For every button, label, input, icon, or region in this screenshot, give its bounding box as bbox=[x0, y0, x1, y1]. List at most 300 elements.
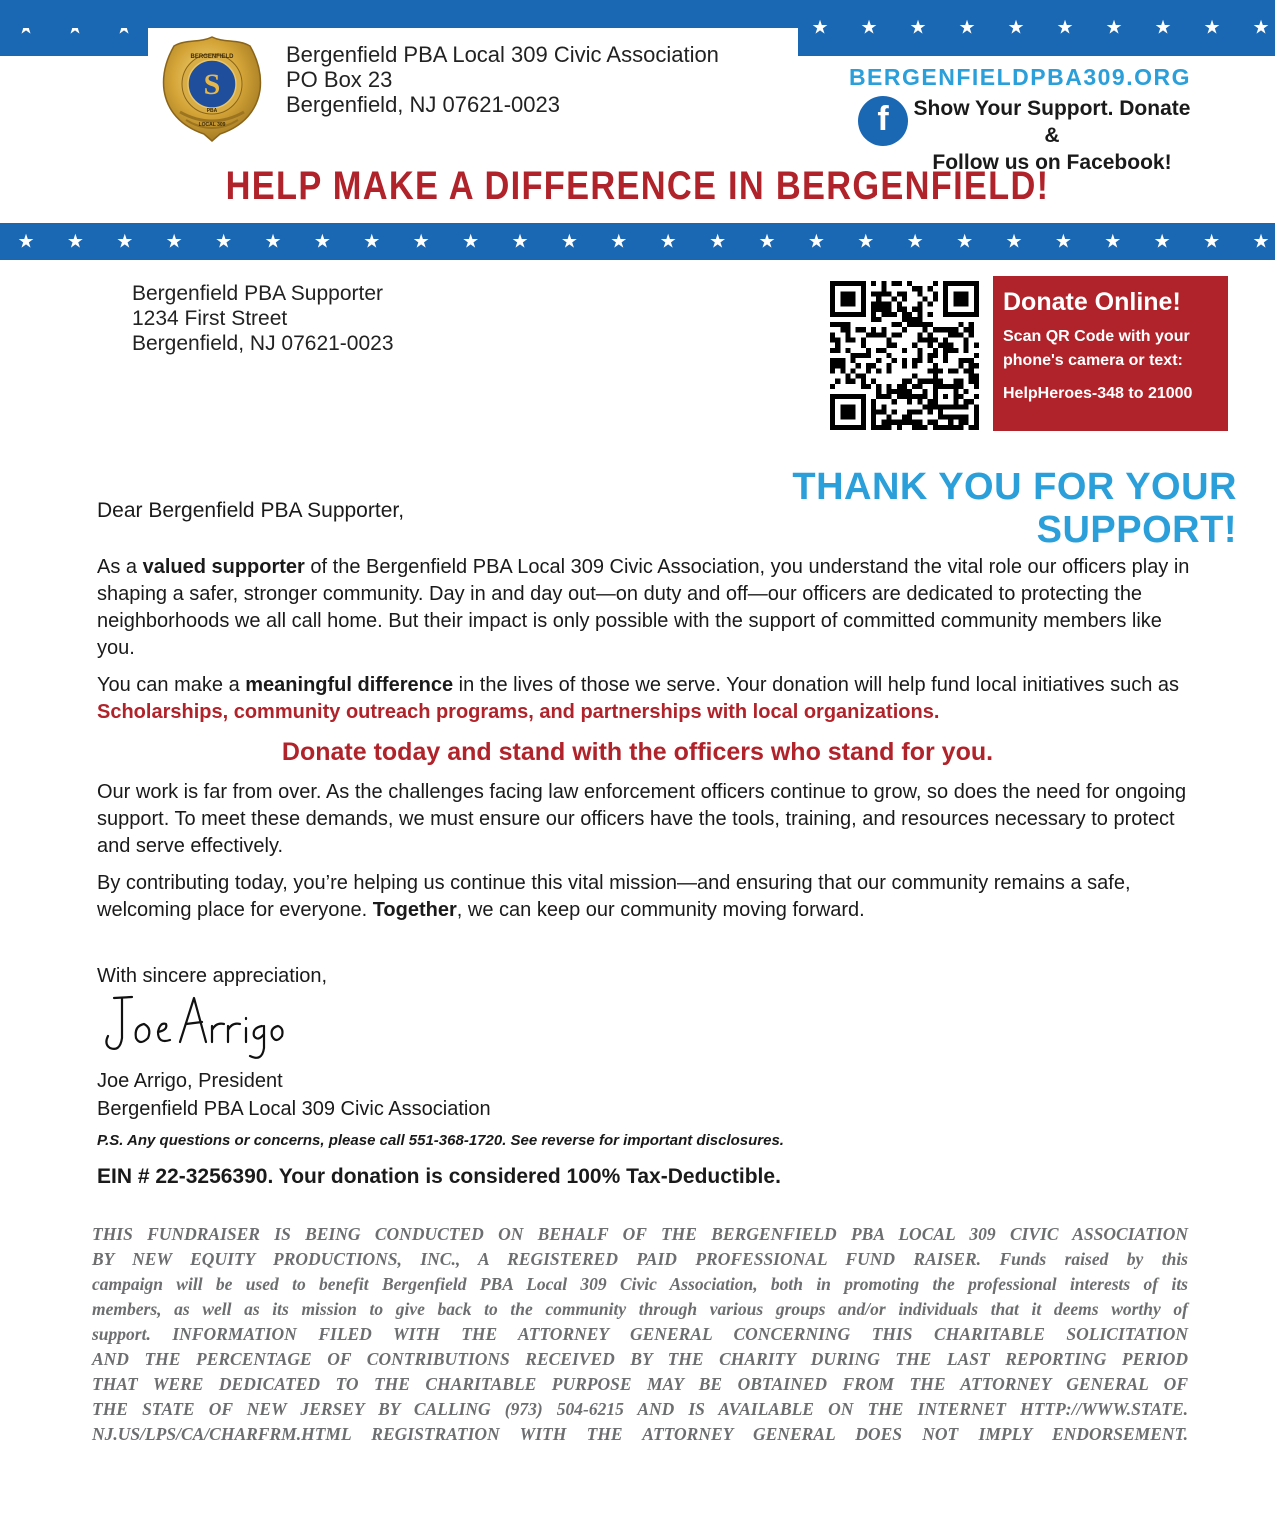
qr-module bbox=[958, 425, 963, 430]
qr-module bbox=[938, 379, 943, 384]
disclosure-line: support. INFORMATION FILED WITH THE ATTORNEY GENERAL CONCERNING THIS CHARITABLE SOLICITATION bbox=[92, 1324, 1188, 1344]
qr-module bbox=[917, 358, 922, 363]
qr-module bbox=[917, 307, 922, 312]
qr-module bbox=[902, 291, 907, 296]
qr-module bbox=[897, 332, 902, 337]
qr-module bbox=[881, 307, 886, 312]
qr-module bbox=[840, 291, 855, 306]
qr-module bbox=[856, 353, 861, 358]
qr-module bbox=[964, 399, 969, 404]
qr-module bbox=[830, 363, 835, 368]
star-icon: ★ bbox=[1104, 230, 1122, 252]
qr-module bbox=[958, 404, 963, 409]
qr-module bbox=[887, 384, 892, 389]
qr-module bbox=[953, 368, 958, 373]
qr-module bbox=[881, 404, 886, 409]
qr-module bbox=[969, 363, 974, 368]
qr-module bbox=[933, 296, 938, 301]
handwritten-signature bbox=[100, 990, 290, 1065]
qr-module bbox=[887, 368, 892, 373]
qr-module bbox=[964, 368, 969, 373]
qr-module bbox=[948, 368, 953, 373]
star-icon: ★ bbox=[956, 230, 974, 252]
star-icon: ★ bbox=[1252, 16, 1270, 39]
qr-module bbox=[912, 343, 917, 348]
qr-module bbox=[953, 348, 958, 353]
p1-bold: valued supporter bbox=[142, 556, 305, 578]
qr-module bbox=[928, 404, 933, 409]
qr-module bbox=[892, 312, 897, 317]
legal-disclosure bbox=[92, 1222, 1188, 1447]
qr-module bbox=[851, 368, 856, 373]
star-icon: ★ bbox=[709, 230, 727, 252]
qr-module bbox=[948, 415, 953, 420]
qr-module bbox=[887, 353, 892, 358]
qr-module bbox=[887, 338, 892, 343]
qr-module bbox=[871, 302, 876, 307]
qr-module bbox=[876, 384, 881, 389]
qr-module bbox=[871, 415, 876, 420]
star-icon: ★ bbox=[511, 230, 529, 252]
qr-module bbox=[861, 384, 866, 389]
star-icon: ★ bbox=[412, 230, 430, 252]
recipient-street: 1234 First Street bbox=[132, 307, 288, 330]
ein-tax-note: EIN # 22-3256390. Your donation is considered 100% Tax-Deductible. bbox=[97, 1165, 781, 1188]
qr-module bbox=[861, 379, 866, 384]
qr-module bbox=[902, 384, 907, 389]
qr-module bbox=[871, 307, 876, 312]
qr-module bbox=[881, 327, 886, 332]
donation-qr-code[interactable] bbox=[830, 281, 979, 430]
facebook-icon[interactable] bbox=[858, 96, 908, 146]
qr-module bbox=[866, 353, 871, 358]
qr-module bbox=[958, 363, 963, 368]
qr-module bbox=[881, 420, 886, 425]
qr-module bbox=[902, 307, 907, 312]
qr-module bbox=[928, 368, 933, 373]
qr-module bbox=[974, 404, 979, 409]
star-icon: ★ bbox=[758, 230, 776, 252]
qr-module bbox=[943, 338, 948, 343]
qr-module bbox=[953, 379, 958, 384]
qr-module bbox=[922, 322, 927, 327]
donate-call-to-action: Donate today and stand with the officers who stand for you. bbox=[281, 738, 994, 766]
qr-module bbox=[845, 332, 850, 337]
qr-module bbox=[928, 409, 933, 414]
qr-module bbox=[861, 338, 866, 343]
qr-module bbox=[964, 415, 969, 420]
qr-module bbox=[876, 409, 881, 414]
qr-module bbox=[876, 358, 881, 363]
qr-module bbox=[861, 327, 866, 332]
facebook-tagline-line1: Show Your Support. Donate & bbox=[913, 97, 1191, 147]
facebook-tagline-line2: Follow us on Facebook! bbox=[932, 151, 1172, 174]
qr-module bbox=[881, 409, 886, 414]
pba-badge-logo bbox=[158, 34, 266, 144]
disclosure-line: THAT WERE DEDICATED TO THE CHARITABLE PURPOSE MAY BE OBTAINED FROM THE ATTORNEY GENERAL OF bbox=[92, 1374, 1188, 1394]
qr-module bbox=[912, 317, 917, 322]
qr-module bbox=[922, 425, 927, 430]
donate-online-text-code: HelpHeroes-348 to 21000 bbox=[1003, 385, 1193, 402]
qr-module bbox=[917, 312, 922, 317]
qr-module bbox=[835, 322, 840, 327]
star-icon: ★ bbox=[116, 230, 134, 252]
qr-module bbox=[871, 312, 876, 317]
qr-module bbox=[835, 338, 840, 343]
qr-module bbox=[964, 420, 969, 425]
qr-module bbox=[912, 394, 917, 399]
qr-module bbox=[861, 373, 866, 378]
qr-module bbox=[917, 317, 922, 322]
qr-module bbox=[845, 338, 850, 343]
qr-module bbox=[902, 296, 907, 301]
qr-module bbox=[887, 307, 892, 312]
disclosure-line: campaign will be used to benefit Bergenfield PBA Local 309 Civic Association, both in promoting the professional interests of its bbox=[92, 1274, 1188, 1294]
star-icon: ★ bbox=[857, 230, 875, 252]
star-icon: ★ bbox=[1005, 230, 1023, 252]
qr-module bbox=[958, 415, 963, 420]
qr-module bbox=[835, 343, 840, 348]
qr-module bbox=[933, 281, 938, 286]
star-icon: ★ bbox=[313, 230, 331, 252]
qr-module bbox=[897, 389, 902, 394]
qr-module bbox=[928, 312, 933, 317]
p2-text-b: in the lives of those we serve. Your donation will help fund local initiatives such as bbox=[453, 674, 1180, 696]
qr-module bbox=[830, 384, 835, 389]
qr-module bbox=[958, 332, 963, 337]
headline: HELP MAKE A DIFFERENCE IN BERGENFIELD! bbox=[225, 164, 1050, 208]
qr-module bbox=[943, 358, 948, 363]
qr-module bbox=[887, 415, 892, 420]
qr-module bbox=[917, 338, 922, 343]
qr-module bbox=[830, 358, 835, 363]
qr-module bbox=[871, 332, 876, 337]
qr-module bbox=[871, 425, 876, 430]
qr-module bbox=[922, 327, 927, 332]
star-icon: ★ bbox=[165, 230, 183, 252]
donate-online-box[interactable] bbox=[993, 276, 1228, 431]
qr-module bbox=[912, 409, 917, 414]
donate-online-line2: phone's camera or text: bbox=[1003, 352, 1183, 369]
qr-module bbox=[917, 420, 922, 425]
qr-module bbox=[964, 348, 969, 353]
qr-module bbox=[876, 291, 881, 296]
qr-module bbox=[871, 291, 876, 296]
qr-module bbox=[912, 420, 917, 425]
qr-module bbox=[974, 373, 979, 378]
salutation bbox=[97, 499, 404, 523]
qr-module bbox=[892, 343, 897, 348]
qr-module bbox=[948, 327, 953, 332]
qr-module bbox=[943, 394, 948, 399]
disclosure-line: THIS FUNDRAISER IS BEING CONDUCTED ON BEHALF OF THE BERGENFIELD PBA LOCAL 309 CIVIC ASSOCIATION bbox=[92, 1224, 1188, 1244]
badge-text-bottom: LOCAL 309 bbox=[198, 122, 226, 128]
qr-module bbox=[928, 420, 933, 425]
qr-module bbox=[876, 368, 881, 373]
qr-module bbox=[917, 286, 922, 291]
salutation-name: Bergenfield PBA Supporter, bbox=[142, 499, 405, 522]
qr-module bbox=[907, 379, 912, 384]
qr-module bbox=[871, 317, 876, 322]
qr-module bbox=[907, 399, 912, 404]
middle-star-band bbox=[0, 223, 1275, 260]
qr-module bbox=[876, 302, 881, 307]
star-icon: ★ bbox=[1203, 16, 1221, 39]
qr-module bbox=[969, 373, 974, 378]
qr-module bbox=[912, 363, 917, 368]
qr-module bbox=[856, 327, 861, 332]
disclosure-line: AND THE PERCENTAGE OF CONTRIBUTIONS RECEIVED BY THE CHARITY DURING THE LAST REPORTING PERIOD bbox=[92, 1349, 1188, 1369]
qr-module bbox=[969, 327, 974, 332]
qr-module bbox=[928, 379, 933, 384]
badge-text-mid: PBA bbox=[206, 108, 218, 114]
qr-module bbox=[933, 373, 938, 378]
qr-module bbox=[851, 358, 856, 363]
qr-module bbox=[917, 348, 922, 353]
qr-module bbox=[938, 425, 943, 430]
qr-module bbox=[871, 420, 876, 425]
qr-module bbox=[948, 343, 953, 348]
p4-text-b: , we can keep our community moving forward. bbox=[456, 899, 865, 921]
qr-module bbox=[876, 348, 881, 353]
sender-address bbox=[286, 42, 719, 117]
qr-module bbox=[871, 404, 876, 409]
qr-module bbox=[958, 358, 963, 363]
qr-module bbox=[907, 389, 912, 394]
website-link[interactable]: BERGENFIELDPBA309.ORG bbox=[848, 64, 1191, 90]
qr-module bbox=[938, 415, 943, 420]
qr-module bbox=[907, 312, 912, 317]
qr-module bbox=[835, 363, 840, 368]
qr-module bbox=[897, 425, 902, 430]
qr-module bbox=[933, 327, 938, 332]
recipient-name: Bergenfield PBA Supporter bbox=[132, 282, 383, 305]
qr-module bbox=[902, 327, 907, 332]
letter-paragraph-1 bbox=[97, 554, 1197, 662]
qr-module bbox=[938, 368, 943, 373]
qr-module bbox=[917, 394, 922, 399]
qr-module bbox=[917, 384, 922, 389]
qr-module bbox=[845, 327, 850, 332]
qr-module bbox=[974, 353, 979, 358]
qr-module bbox=[974, 394, 979, 399]
qr-module bbox=[907, 409, 912, 414]
qr-module bbox=[835, 379, 840, 384]
qr-module bbox=[933, 291, 938, 296]
qr-module bbox=[871, 399, 876, 404]
qr-module bbox=[897, 307, 902, 312]
star-icon: ★ bbox=[807, 230, 825, 252]
qr-module bbox=[907, 394, 912, 399]
qr-module bbox=[902, 317, 907, 322]
qr-module bbox=[866, 368, 871, 373]
qr-module bbox=[876, 389, 881, 394]
star-icon: ★ bbox=[610, 230, 628, 252]
qr-module bbox=[876, 332, 881, 337]
qr-module bbox=[871, 327, 876, 332]
star-icon: ★ bbox=[17, 230, 35, 252]
star-icon: ★ bbox=[811, 16, 829, 39]
qr-module bbox=[974, 343, 979, 348]
qr-module bbox=[845, 379, 850, 384]
qr-module bbox=[881, 425, 886, 430]
qr-module bbox=[953, 332, 958, 337]
qr-module bbox=[907, 420, 912, 425]
qr-module bbox=[851, 353, 856, 358]
qr-module bbox=[969, 358, 974, 363]
qr-module bbox=[902, 415, 907, 420]
qr-module bbox=[892, 358, 897, 363]
qr-module bbox=[840, 404, 855, 419]
qr-module bbox=[881, 302, 886, 307]
letter-paragraph-4 bbox=[97, 870, 1197, 924]
qr-module bbox=[928, 353, 933, 358]
p2-initiatives: Scholarships, community outreach programs, and partnerships with local organizations. bbox=[97, 701, 940, 723]
qr-module bbox=[953, 291, 968, 306]
qr-module bbox=[871, 363, 876, 368]
qr-module bbox=[969, 425, 974, 430]
star-icon: ★ bbox=[560, 230, 578, 252]
qr-module bbox=[866, 384, 871, 389]
star-icon: ★ bbox=[1105, 16, 1123, 39]
qr-module bbox=[887, 394, 892, 399]
qr-module bbox=[974, 379, 979, 384]
qr-module bbox=[928, 302, 933, 307]
signer-org: Bergenfield PBA Local 309 Civic Association bbox=[97, 1098, 491, 1120]
star-icon: ★ bbox=[659, 230, 677, 252]
qr-module bbox=[892, 281, 897, 286]
qr-module bbox=[933, 353, 938, 358]
qr-module bbox=[974, 425, 979, 430]
qr-module bbox=[958, 322, 963, 327]
qr-module bbox=[871, 281, 876, 286]
qr-module bbox=[969, 368, 974, 373]
star-icon: ★ bbox=[66, 230, 84, 252]
p1-text-a: As a bbox=[97, 556, 143, 578]
qr-module bbox=[943, 353, 948, 358]
qr-module bbox=[897, 394, 902, 399]
p2-text-a: You can make a bbox=[97, 674, 246, 696]
donate-online-title: Donate Online! bbox=[1003, 288, 1181, 316]
qr-module bbox=[887, 363, 892, 368]
qr-module bbox=[892, 389, 897, 394]
qr-module bbox=[928, 332, 933, 337]
qr-module bbox=[912, 358, 917, 363]
qr-module bbox=[917, 353, 922, 358]
qr-module bbox=[856, 363, 861, 368]
qr-module bbox=[892, 322, 897, 327]
star-icon: ★ bbox=[215, 230, 233, 252]
salutation-prefix: Dear bbox=[97, 499, 143, 522]
qr-module bbox=[887, 312, 892, 317]
star-icon: ★ bbox=[462, 230, 480, 252]
qr-module bbox=[902, 394, 907, 399]
qr-module bbox=[933, 348, 938, 353]
star-icon: ★ bbox=[1153, 230, 1171, 252]
qr-module bbox=[851, 338, 856, 343]
qr-module bbox=[907, 415, 912, 420]
qr-module bbox=[938, 409, 943, 414]
qr-module bbox=[881, 348, 886, 353]
qr-module bbox=[830, 368, 835, 373]
qr-module bbox=[892, 332, 897, 337]
star-icon: ★ bbox=[906, 230, 924, 252]
qr-module bbox=[907, 281, 912, 286]
closing-line: With sincere appreciation, bbox=[97, 965, 328, 987]
qr-module bbox=[897, 384, 902, 389]
recipient-city: Bergenfield, NJ 07621-0023 bbox=[132, 332, 394, 355]
sender-po-box: PO Box 23 bbox=[286, 67, 393, 92]
qr-module bbox=[917, 399, 922, 404]
qr-module bbox=[974, 384, 979, 389]
qr-module bbox=[958, 394, 963, 399]
qr-module bbox=[912, 286, 917, 291]
qr-module bbox=[917, 379, 922, 384]
qr-module bbox=[948, 348, 953, 353]
qr-module bbox=[840, 322, 845, 327]
qr-module bbox=[922, 296, 927, 301]
qr-module bbox=[845, 373, 850, 378]
qr-module bbox=[922, 394, 927, 399]
qr-module bbox=[922, 389, 927, 394]
qr-module bbox=[943, 415, 948, 420]
star-icon: ★ bbox=[1154, 16, 1172, 39]
qr-module bbox=[861, 343, 866, 348]
badge-text-top: BERGENFIELD bbox=[190, 54, 234, 60]
postscript: P.S. Any questions or concerns, please call 551-368-1720. See reverse for important disclosures. bbox=[97, 1132, 784, 1149]
qr-module bbox=[953, 425, 958, 430]
qr-module bbox=[892, 409, 897, 414]
qr-module bbox=[866, 348, 871, 353]
qr-module bbox=[887, 302, 892, 307]
sender-name: Bergenfield PBA Local 309 Civic Association bbox=[286, 42, 719, 67]
qr-module bbox=[830, 322, 835, 327]
qr-module bbox=[897, 420, 902, 425]
qr-module bbox=[876, 307, 881, 312]
qr-module bbox=[922, 338, 927, 343]
qr-module bbox=[928, 286, 933, 291]
qr-module bbox=[917, 302, 922, 307]
qr-module bbox=[881, 286, 886, 291]
qr-module bbox=[943, 327, 948, 332]
disclosure-line: NJ.US/LPS/CA/CHARFRM.HTML REGISTRATION WITH THE ATTORNEY GENERAL DOES NOT IMPLY ENDORSEMENT. bbox=[92, 1424, 1188, 1444]
qr-module bbox=[948, 420, 953, 425]
qr-module bbox=[881, 281, 886, 286]
qr-module bbox=[830, 338, 835, 343]
qr-module bbox=[964, 404, 969, 409]
qr-module bbox=[964, 338, 969, 343]
qr-module bbox=[876, 425, 881, 430]
qr-module bbox=[881, 312, 886, 317]
qr-module bbox=[845, 348, 850, 353]
facebook-glyph: f bbox=[877, 100, 889, 138]
star-icon: ★ bbox=[958, 16, 976, 39]
qr-module bbox=[933, 425, 938, 430]
qr-module bbox=[897, 322, 902, 327]
qr-module bbox=[964, 389, 969, 394]
qr-module bbox=[953, 415, 958, 420]
qr-module bbox=[907, 322, 912, 327]
p1-text-b: of the Bergenfield PBA Local 309 Civic Association, you understand the vital role our officers play in shaping a safer, stronger community. Day in and day out—on duty and off—our officers are dedicated to protecting the neighborhoods we all call home. But their impact is only possible with the support of committed community members like you. bbox=[97, 556, 1190, 659]
qr-module bbox=[943, 343, 948, 348]
qr-module bbox=[912, 425, 917, 430]
qr-module bbox=[902, 348, 907, 353]
qr-module bbox=[964, 343, 969, 348]
disclosure-line: members, as well as its mission to give back to the community through various groups and/or individuals that it deems worthy of bbox=[92, 1299, 1188, 1319]
qr-module bbox=[887, 389, 892, 394]
qr-module bbox=[933, 379, 938, 384]
qr-module bbox=[933, 338, 938, 343]
